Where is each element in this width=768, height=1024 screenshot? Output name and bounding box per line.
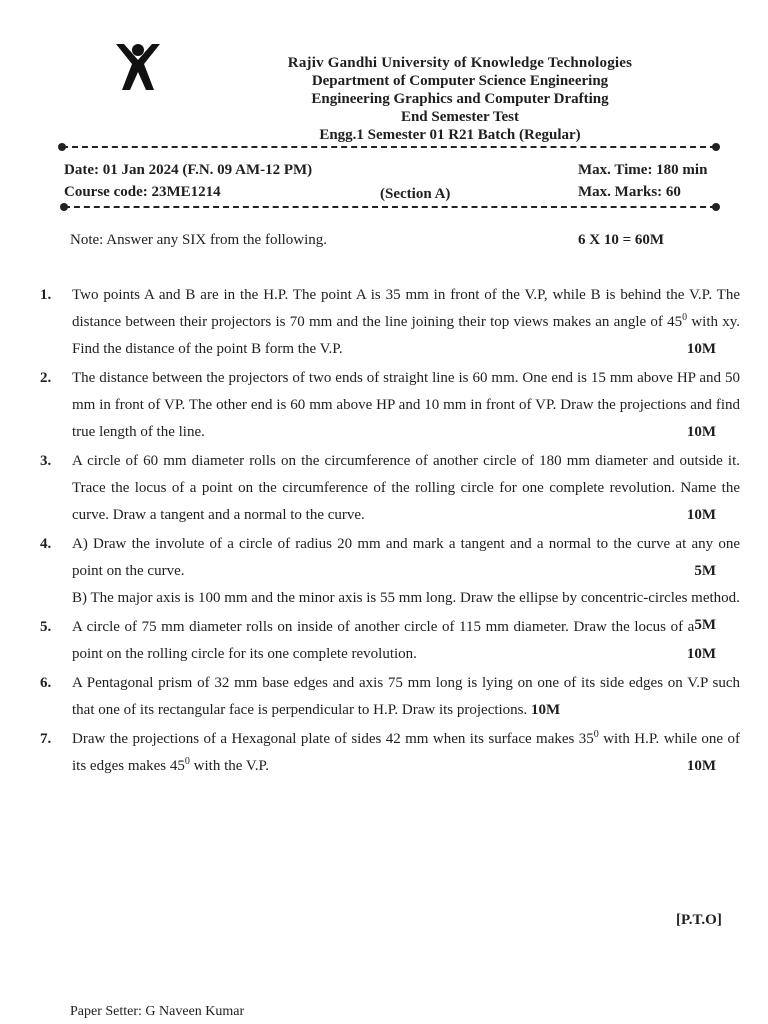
question-marks: 10M [686, 758, 716, 774]
course-code: Course code: 23ME1214 [64, 184, 221, 200]
question-4 [40, 531, 740, 633]
batch-line: Engg.1 Semester 01 R21 Batch (Regular) [319, 127, 581, 143]
question-1 [40, 282, 740, 363]
question-marks: 10M [531, 702, 561, 718]
exam-date: Date: 01 Jan 2024 (F.N. 09 AM-12 PM) [64, 162, 313, 178]
question-text: Draw the projections of a Hexagonal plate of sides 42 mm when its surface makes $35^0$ with H.P. while one of its edges makes $45^0$ with the V.P. 10M [72, 726, 740, 780]
total-marks-formula: 6 X 10 = 60M [578, 232, 665, 248]
question-text: The distance between the projectors of two ends of straight line is 60 mm. One end is 15 mm above HP and 50 mm in front of VP. The other end is 60 mm above HP and 10 mm in front of VP. Draw the projections and find true length of the line. 10M [72, 365, 740, 446]
question-7 [40, 726, 740, 780]
paper-setter: Paper Setter: G Naveen Kumar [70, 1004, 245, 1019]
question-number: 6. [40, 675, 52, 691]
question-number: 5. [40, 619, 52, 635]
question-number: 4. [40, 536, 52, 552]
max-marks: Max. Marks: 60 [578, 184, 681, 200]
department-name: Department of Computer Science Engineering [311, 73, 609, 89]
divider-dot-icon [712, 143, 720, 151]
question-5 [40, 614, 740, 668]
question-6 [40, 670, 740, 724]
question-number: 7. [40, 731, 52, 747]
exam-title: End Semester Test [400, 109, 520, 125]
question-text: Two points A and B are in the H.P. The point A is 35 mm in front of the V.P, while B is behind the V.P. The distance between their projectors is 70 mm and the line joining their top views makes an angle of $45^0$ with xy. Find the distance of the point B form the V.P. 10M [72, 282, 740, 363]
question-marks: 10M [686, 646, 716, 662]
section-label: (Section A) [380, 186, 451, 202]
instructions-note: Note: Answer any SIX from the following. [70, 232, 328, 248]
question-part-a: A) Draw the involute of a circle of radius 20 mm and mark a tangent and a normal to the curve at any one point on the curve. 5M [72, 531, 740, 585]
please-turn-over: [P.T.O] [676, 912, 722, 928]
question-marks: 10M [686, 424, 716, 440]
question-text: A circle of 75 mm diameter rolls on inside of another circle of 115 mm diameter. Draw the locus of a point on the rolling circle for its one complete revolution. 10M [72, 614, 740, 668]
question-number: 2. [40, 370, 52, 386]
question-number: 3. [40, 453, 52, 469]
question-part-b: B) The major axis is 100 mm and the minor axis is 55 mm long. Draw the ellipse by concentric-circles method. 5M [72, 585, 740, 612]
course-title: Engineering Graphics and Computer Drafting [311, 91, 609, 107]
question-list [40, 282, 740, 782]
divider-dot-icon [58, 143, 66, 151]
divider-dot-icon [60, 203, 68, 211]
divider-dot-icon [712, 203, 720, 211]
question-2 [40, 365, 740, 446]
question-text [72, 531, 740, 633]
divider-bottom [64, 206, 716, 208]
question-number: 1. [40, 287, 52, 303]
question-3 [40, 448, 740, 529]
question-marks: 10M [686, 507, 716, 523]
university-logo-icon [110, 40, 166, 96]
question-text: A circle of 60 mm diameter rolls on the circumference of another circle of 180 mm diameter and outside it. Trace the locus of a point on the circumference of the rolling circle for one complete revolution. Name the curve. Draw a tangent and a normal to the curve. 10M [72, 448, 740, 529]
question-marks: 5M [694, 617, 716, 633]
question-marks: 10M [686, 341, 716, 357]
exam-header [200, 54, 720, 144]
question-marks: 5M [694, 563, 716, 579]
question-text: A Pentagonal prism of 32 mm base edges and axis 75 mm long is lying on one of its side edges on V.P such that one of its rectangular face is perpendicular to H.P. Draw its projections. 10M [72, 675, 740, 718]
max-time: Max. Time: 180 min [578, 162, 708, 178]
university-name: Rajiv Gandhi University of Knowledge Technologies [287, 55, 633, 71]
divider-top [62, 146, 716, 148]
